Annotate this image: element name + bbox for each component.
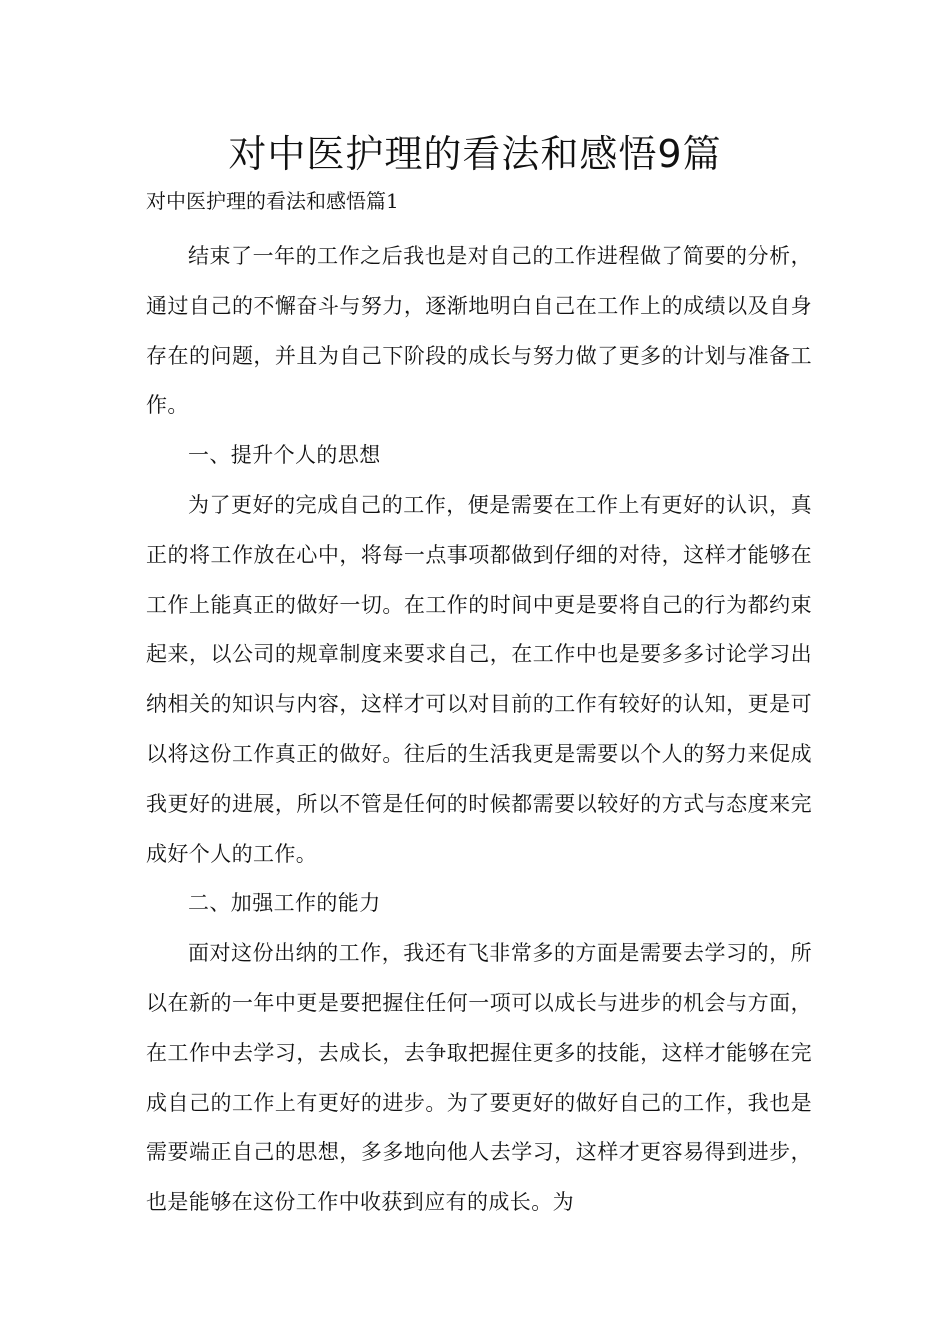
section-subtitle: 对中医护理的看法和感悟篇1: [146, 189, 399, 213]
section-heading-2: 二、加强工作的能力: [188, 891, 381, 916]
document-title: 对中医护理的看法和感悟9篇: [228, 132, 722, 176]
section-heading-1: 一、提升个人的思想: [188, 443, 381, 468]
paragraph-section-1: 为了更好的完成自己的工作，便是需要在工作上有更好的认识，真正的将工作放在心中，将每一点事项都做到仔细的对待，这样才能够在工作上能真正的做好一切。在工作的时间中更是要将自己的行为都约束起来，以公司的规章制度来要求自己，在工作中也是要多多讨论学习出纳相关的知识与内容，这样才可以对目前的工作有较好的认知，更是可以将这份工作真正的做好。往后的生活我更是需要以个人的努力来促成我更好的进展，所以不管是任何的时候都需要以较好的方式与态度来完成好个人的工作。: [146, 492, 812, 866]
document-body: [146, 232, 812, 1228]
paragraph-section-2: 面对这份出纳的工作，我还有飞非常多的方面是需要去学习的，所以在新的一年中更是要把握住任何一项可以成长与进步的机会与方面，在工作中去学习，去成长，去争取把握住更多的技能，这样才能够在完成自己的工作上有更好的进步。为了要更好的做好自己的工作，我也是需要端正自己的思想，多多地向他人去学习，这样才更容易得到进步，也是能够在这份工作中收获到应有的成长。为: [146, 941, 812, 1215]
paragraph-intro: 结束了一年的工作之后我也是对自己的工作进程做了简要的分析，通过自己的不懈奋斗与努力，逐渐地明白自己在工作上的成绩以及自身存在的问题，并且为自己下阶段的成长与努力做了更多的计划与准备工作。: [146, 244, 812, 418]
